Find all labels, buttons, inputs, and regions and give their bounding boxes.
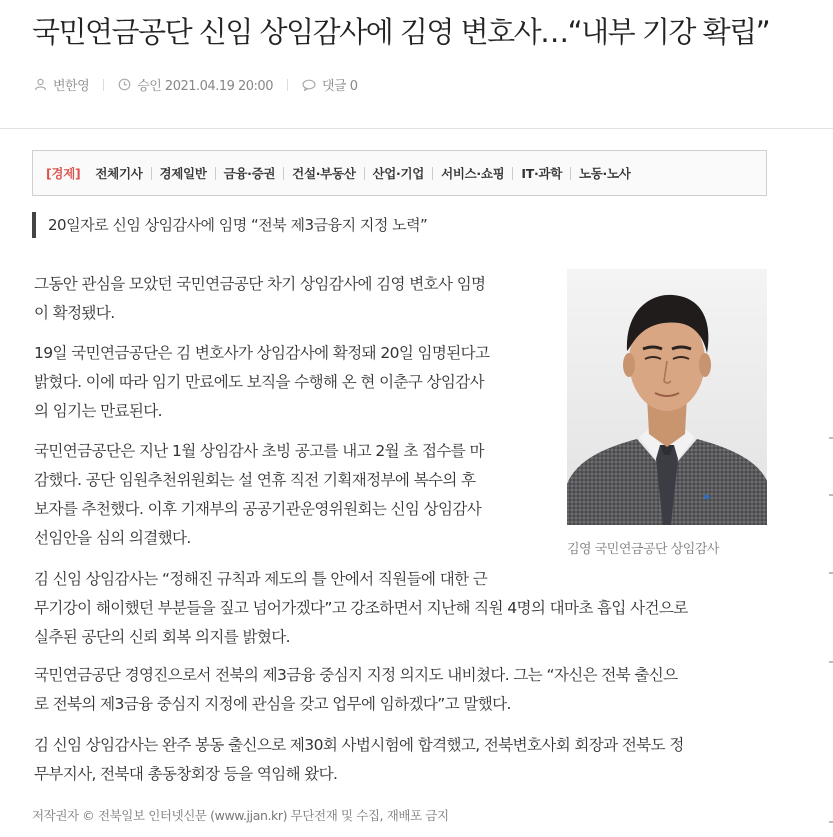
author-name: 변한영 (53, 79, 90, 94)
paragraph-line: 밝혔다. 이에 따라 임기 만료에도 보직을 수행해 온 현 이춘구 상임감사 (34, 373, 485, 391)
article-paragraph (34, 565, 688, 652)
scroll-marker (829, 661, 833, 663)
article-subtitle: 20일자로 신임 상임감사에 임명 “전북 제3금융지 지정 노력” (32, 212, 427, 238)
approval-time-text: 승인 2021.04.19 20:00 (137, 79, 273, 94)
copyright-notice: 저작권자 © 전북일보 인터넷신문 (www.jjan.kr) 무단전재 및 수집, 재배포 금지 (32, 808, 449, 823)
scroll-marker (829, 494, 833, 496)
article-photo[interactable] (567, 269, 767, 525)
category-separator (215, 167, 216, 180)
paragraph-line: 19일 국민연금공단은 김 변호사가 상임감사에 확정돼 20일 임명된다고 (34, 344, 490, 362)
author-info[interactable] (34, 75, 89, 94)
approval-time (118, 75, 273, 94)
category-separator (364, 167, 365, 180)
category-economy-general[interactable]: 경제일반 (159, 166, 207, 181)
portrait-image (567, 269, 767, 525)
paragraph-line: 감했다. 공단 임원추천위원회는 설 연휴 직전 기획재정부에 복수의 후 (34, 471, 476, 489)
category-separator (512, 167, 513, 180)
article-headline: 국민연금공단 신임 상임감사에 김영 변호사…“내부 기강 확립” (32, 15, 770, 49)
category-current[interactable]: [경제] (46, 166, 81, 181)
category-construction[interactable]: 건설·부동산 (292, 166, 356, 181)
category-separator (570, 167, 571, 180)
user-icon (34, 78, 47, 91)
comment-icon (302, 79, 316, 91)
category-finance[interactable]: 금융·증권 (223, 166, 276, 181)
category-separator (432, 167, 433, 180)
paragraph-line: 김 신임 상임감사는 완주 봉동 출신으로 제30회 사법시험에 합격했고, 전북변호사회 회장과 전북도 정 (34, 736, 684, 754)
paragraph-line: 국민연금공단 경영진으로서 전북의 제3금융 중심지 지정 의지도 내비쳤다. 그는 “자신은 전북 출신으 (34, 666, 678, 684)
paragraph-line: 무부지사, 전북대 총동창회장 등을 역임해 왔다. (34, 765, 338, 783)
article-meta (34, 75, 358, 94)
clock-icon (118, 78, 131, 91)
article-paragraph (34, 437, 484, 553)
paragraph-line: 실추된 공단의 신뢰 회복 의지를 밝혔다. (34, 628, 290, 646)
scroll-marker (829, 437, 833, 439)
article-paragraph (34, 339, 489, 426)
scroll-marker (829, 572, 833, 574)
paragraph-line: 무기강이 해이했던 부분들을 짚고 넘어가겠다”고 강조하면서 지난해 직원 4명의 대마초 흡입 사건으로 (34, 599, 688, 617)
category-labor[interactable]: 노동·노사 (578, 166, 631, 181)
paragraph-line: 그동안 관심을 모았던 국민연금공단 차기 상임감사에 김영 변호사 임명 (34, 275, 486, 293)
category-all[interactable]: 전체기사 (95, 166, 143, 181)
photo-caption: 김영 국민연금공단 상임감사 (567, 542, 719, 557)
comment-count[interactable] (302, 75, 358, 94)
category-industry[interactable]: 산업·기업 (372, 166, 425, 181)
header-divider (0, 128, 833, 129)
paragraph-line: 로 전북의 제3금융 중심지 지정에 관심을 갖고 업무에 임하겠다”고 말했다. (34, 695, 511, 713)
article-paragraph (34, 270, 485, 328)
paragraph-line: 보자를 추천했다. 이후 기재부의 공공기관운영위원회는 신임 상임감사 (34, 500, 482, 518)
article-paragraph (34, 731, 684, 789)
article-paragraph (34, 661, 678, 719)
category-bar (32, 150, 767, 196)
category-separator (283, 167, 284, 180)
category-separator (151, 167, 152, 180)
paragraph-line: 이 확정됐다. (34, 304, 115, 322)
meta-separator (103, 79, 104, 91)
comment-count-text: 댓글 0 (321, 79, 358, 94)
paragraph-line: 김 신임 상임감사는 “정해진 규칙과 제도의 틀 안에서 직원들에 대한 근 (34, 570, 488, 588)
paragraph-line: 국민연금공단은 지난 1월 상임감사 초빙 공고를 내고 2월 초 접수를 마 (34, 442, 484, 460)
meta-separator (287, 79, 288, 91)
paragraph-line: 선임안을 심의 의결했다. (34, 529, 191, 547)
scroll-marker (829, 821, 833, 823)
category-service[interactable]: 서비스·쇼핑 (441, 166, 505, 181)
category-it[interactable]: IT·과학 (521, 166, 562, 181)
paragraph-line: 의 임기는 만료된다. (34, 402, 162, 420)
